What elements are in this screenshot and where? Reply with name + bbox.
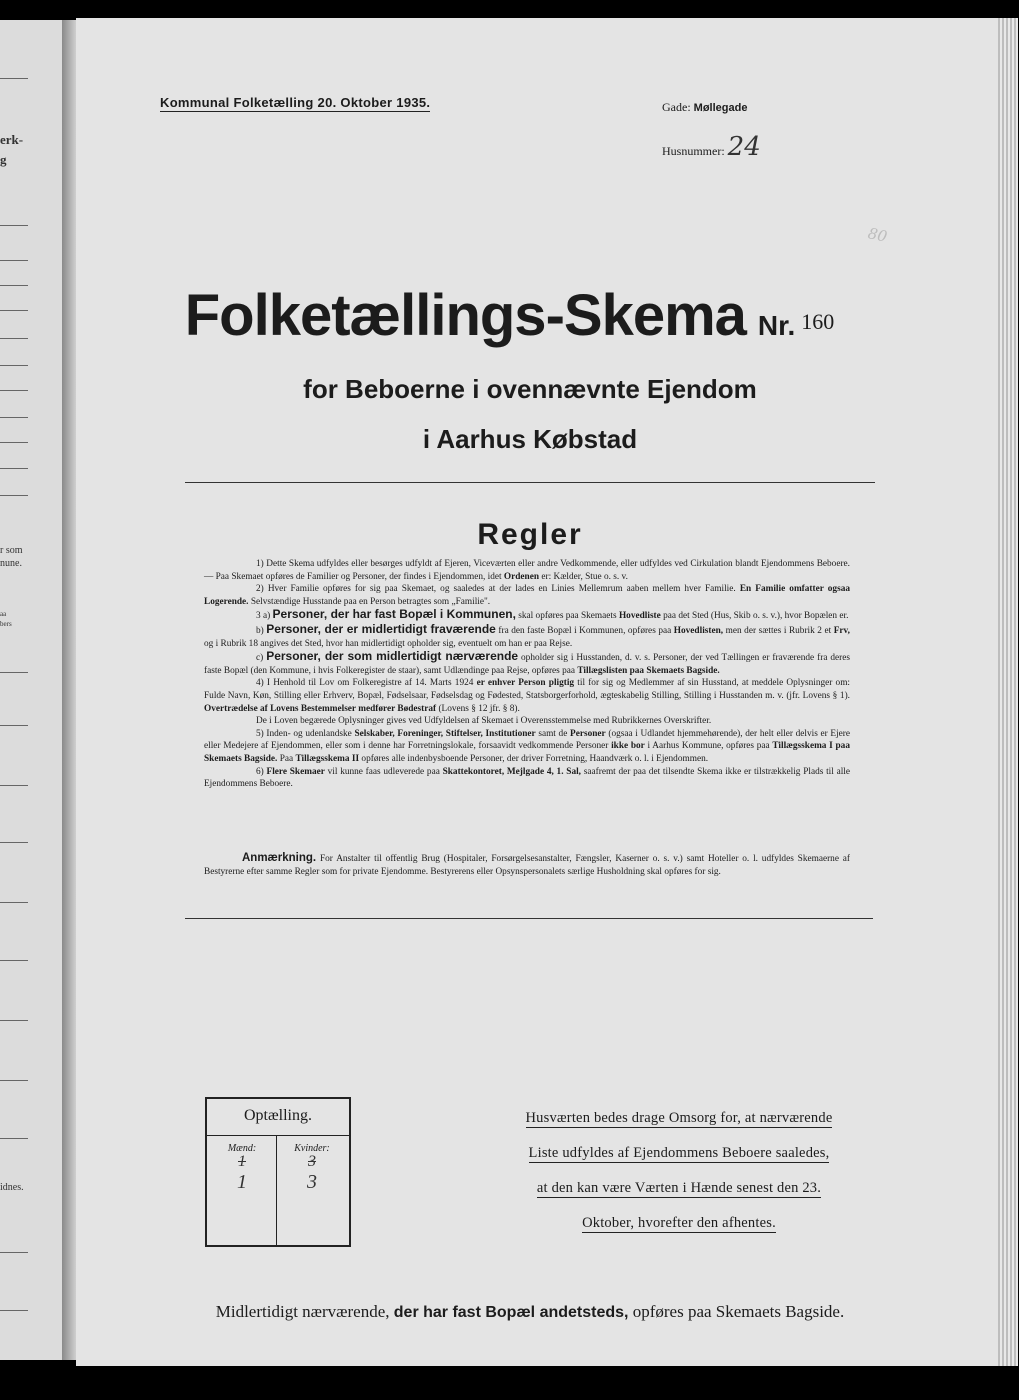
remark-label: Anmærkning. xyxy=(242,852,317,864)
rule-6: 6) Flere Skemaer vil kunne faas udleverede paa Skattekontoret, Mejlgade 4, 1. Sal, saafremt der paa det tilsendte Skema ikke er tilstrækkelig Plads til alle Ejendommens Beboere. xyxy=(204,766,851,790)
ruled-line xyxy=(0,495,28,496)
census-title: Kommunal Folketælling 20. Oktober 1935. xyxy=(160,95,431,110)
form-number-label: Nr. xyxy=(757,310,796,341)
form-location: i Aarhus Købstad xyxy=(422,424,638,454)
adjacent-page-strip xyxy=(0,20,62,1360)
rule-2: 2) Hver Familie opføres for sig paa Skemaet, og saaledes at der lades en Linies Mellemrum aaben mellem hver Familie. En Familie omfatter ogsaa Logerende. Selvstændige Husstande paa en Person betragtes som „Familie". xyxy=(204,584,850,607)
ruled-line xyxy=(0,225,28,226)
rule-3a: 3 a) Personer, der har fast Bopæl i Kommunen, skal opføres paa Skemaets Hovedliste paa det Sted (Hus, Skib o. s. v.), hvor Bopælen er. xyxy=(256,607,849,622)
page-stack-edge xyxy=(998,18,1018,1366)
rules-heading: Regler xyxy=(477,518,583,551)
ruled-line xyxy=(0,1080,28,1081)
rule-5: 5) Inden- og udenlandske Selskaber, Foreninger, Stiftelser, Institutioner samt de Personer (ogsaa i Udlandet hjemmehørende), der helt eller delvis er Ejere eller Medejere af Ejendommen, eller som i denne har Forretningslokale, forsaavidt vedkommende Personer ikke bor i Aarhus Kommune, opføres paa Tillægsskema I paa Skemaets Bagside. Paa Tillægsskema II opføres alle indenbysboende Personer, der driver Forretning, Haandværk o. l. i Ejendommen. xyxy=(204,728,851,764)
ruled-line xyxy=(0,1252,28,1253)
page-fragment: aa xyxy=(0,610,7,618)
street-value: Møllegade xyxy=(693,102,748,114)
women-count: 3 xyxy=(307,1171,317,1193)
ruled-line xyxy=(0,365,28,366)
ruled-line xyxy=(0,902,28,903)
street-row xyxy=(662,100,747,115)
pencil-annotation: 80 xyxy=(866,224,889,246)
tally-box xyxy=(205,1097,351,1247)
ruled-line xyxy=(0,1020,28,1021)
men-count-struck: 1 xyxy=(238,1153,246,1170)
women-count-struck: 3 xyxy=(308,1153,316,1170)
ruled-line xyxy=(0,672,28,673)
ruled-line xyxy=(0,78,28,79)
page-fragment: idnes. xyxy=(0,1182,24,1193)
page-fragment: g xyxy=(0,152,7,167)
tally-heading: Optælling. xyxy=(243,1107,312,1124)
rule-3b: b) Personer, der er midlertidigt fraværende fra den faste Bopæl i Kommunen, opføres paa Hovedlisten, men der sættes i Rubrik 2 et Frv, og i Rubrik 18 angives det Sted, hvor han midlertidigt opholder sig, eventuelt om han er paa Rejse. xyxy=(204,621,850,649)
ruled-line xyxy=(0,725,28,726)
page-fragment: nune. xyxy=(0,558,22,569)
divider xyxy=(185,482,875,483)
rule-3c: c) Personer, der som midlertidigt nærværende opholder sig i Husstanden, d. v. s. Personer, der ved Tællingen er fraværende fra deres faste Bopæl (den Kommune, i hvis Folkeregister de staar), samt Udlændinge paa Rejse, opføres paa Tillægslisten paa Skemaets Bagside. xyxy=(204,649,850,676)
ruled-line xyxy=(0,260,28,261)
form-title xyxy=(0,282,1019,349)
divider xyxy=(185,918,873,919)
men-count: 1 xyxy=(237,1171,247,1193)
rules-text xyxy=(204,558,850,791)
page-fragment: erk- xyxy=(0,132,24,147)
landlord-notice-line: at den kan være Værten i Hænde senest den 23. xyxy=(536,1180,822,1196)
tally-rule xyxy=(207,1135,349,1136)
book-gutter xyxy=(62,20,76,1360)
ruled-line xyxy=(0,468,28,469)
form-subtitle: for Beboerne i ovennævnte Ejendom xyxy=(303,374,757,404)
form-title-main: Folketællings-Skema xyxy=(184,283,746,348)
ruled-line xyxy=(0,1138,28,1139)
landlord-notice-line: Oktober, hvorefter den afhentes. xyxy=(582,1215,776,1231)
remark-text: For Anstalter til offentlig Brug (Hospitaler, Forsørgelsesanstalter, Fængsler, Kaserner o. s. v.) samt Hoteller o. l. udfyldes Skemaerne af Bestyrerne efter samme Regler som for private Ejendomme. Bestyrerens eller Opsynspersonalets særlige Husholdning skal opføres for sig. xyxy=(204,854,851,877)
rule-4-note: De i Loven begærede Oplysninger gives ved Udfyldelsen af Skemaet i Overensstemmelse med Rubrikkernes Overskrifter. xyxy=(256,716,712,727)
street-label: Gade: xyxy=(662,100,691,114)
men-label: Mænd: xyxy=(227,1143,257,1154)
rule-4: 4) I Henhold til Lov om Folkeregistre af 14. Marts 1924 er enhver Person pligtig til for sig og Medlemmer af sin Husstand, at meddele Oplysninger om: Fulde Navn, Køn, Stilling eller Erhverv, Bopæl, Fødselsaar, Fødselsdag og Fødested, Statsborgerforhold, ægteskabelig Stilling, Stilling i Husstanden m. v. (jfr. Lovens § 1). Overtrædelse af Lovens Bestemmelser medfører Bødestraf (Lovens § 12 jfr. § 8). xyxy=(204,678,851,714)
ruled-line xyxy=(0,842,28,843)
landlord-notice-line: Husværten bedes drage Omsorg for, at nærværende xyxy=(525,1110,833,1126)
rule-1: 1) Dette Skema udfyldes eller besørges udfyldt af Ejeren, Viceværten eller andre Vedkommende, eller udfyldes ved Cirkulation blandt Ejendommens Beboere. — Paa Skemaet opføres de Familier og Personer, der findes i Ejendommen, idet Ordenen er: Kælder, Stue o. s. v. xyxy=(204,559,850,582)
remark-block xyxy=(204,852,850,878)
footer-note: Midlertidigt nærværende, der har fast Bopæl andetsteds, opføres paa Skemaets Bagside. xyxy=(215,1302,845,1321)
women-label: Kvinder: xyxy=(294,1143,330,1154)
house-number-row xyxy=(662,132,761,162)
ruled-line xyxy=(0,785,28,786)
landlord-notice-line: Liste udfyldes af Ejendommens Beboere saaledes, xyxy=(528,1145,830,1161)
ruled-line xyxy=(0,960,28,961)
form-number-value: 160 xyxy=(801,309,835,334)
house-number-value: 24 xyxy=(727,132,761,162)
page-fragment: r som xyxy=(0,545,23,556)
ruled-line xyxy=(0,417,28,418)
house-number-label: Husnummer: xyxy=(662,144,725,158)
page-fragment: bers xyxy=(0,620,12,628)
